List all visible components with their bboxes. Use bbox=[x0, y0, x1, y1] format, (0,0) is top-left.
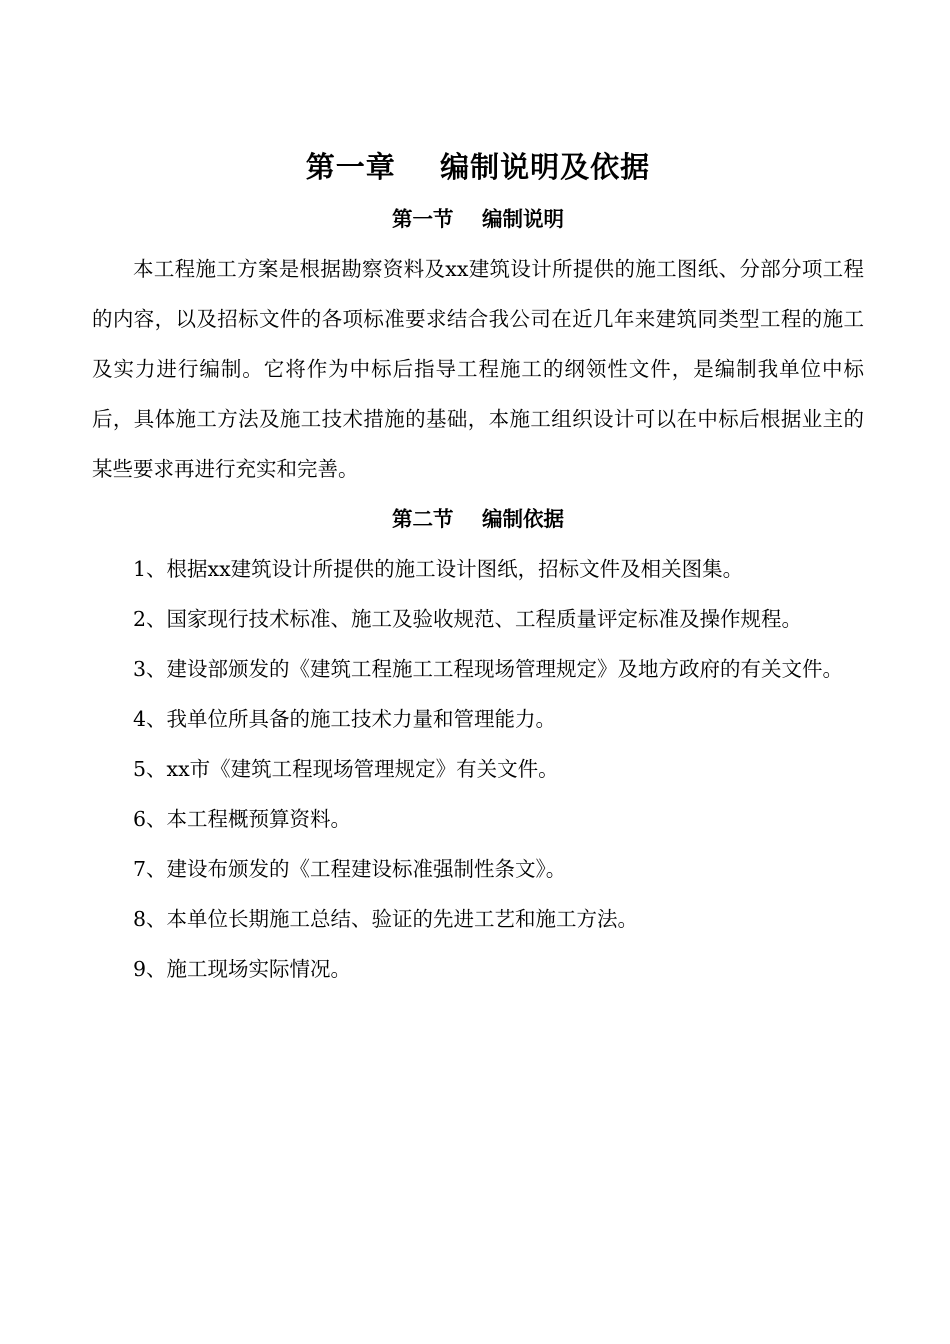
list-item: 1、根据xx建筑设计所提供的施工设计图纸，招标文件及相关图集。 bbox=[133, 557, 744, 581]
compilation-basis-list bbox=[92, 544, 864, 994]
list-item: 5、xx市《建筑工程现场管理规定》有关文件。 bbox=[133, 757, 559, 781]
list-item: 3、建设部颁发的《建筑工程施工工程现场管理规定》及地方政府的有关文件。 bbox=[133, 657, 844, 681]
list-item: 8、本单位长期施工总结、验证的先进工艺和施工方法。 bbox=[133, 907, 639, 931]
list-item: 4、我单位所具备的施工技术力量和管理能力。 bbox=[133, 707, 557, 731]
section-title-compilation-notes: 第一节 编制说明 bbox=[391, 207, 565, 231]
compilation-notes-paragraph: 本工程施工方案是根据勘察资料及xx建筑设计所提供的施工图纸、分部分项工程的内容，以及招标文件的各项标准要求结合我公司在近几年来建筑同类型工程的施工及实力进行编制。它将作为中标后指导工程施工的纲领性文件，是编制我单位中标后，具体施工方法及施工技术措施的基础，本施工组织设计可以在中标后根据业主的某些要求再进行充实和完善。 bbox=[92, 257, 864, 481]
list-item: 6、本工程概预算资料。 bbox=[133, 807, 352, 831]
document-page bbox=[92, 140, 864, 994]
chapter-title: 第一章 编制说明及依据 bbox=[305, 150, 651, 184]
section-title-compilation-basis: 第二节 编制依据 bbox=[391, 507, 565, 531]
list-item: 2、国家现行技术标准、施工及验收规范、工程质量评定标准及操作规程。 bbox=[133, 607, 803, 631]
list-item: 7、建设布颁发的《工程建设标准强制性条文》。 bbox=[133, 857, 567, 881]
list-item: 9、施工现场实际情况。 bbox=[133, 957, 352, 981]
